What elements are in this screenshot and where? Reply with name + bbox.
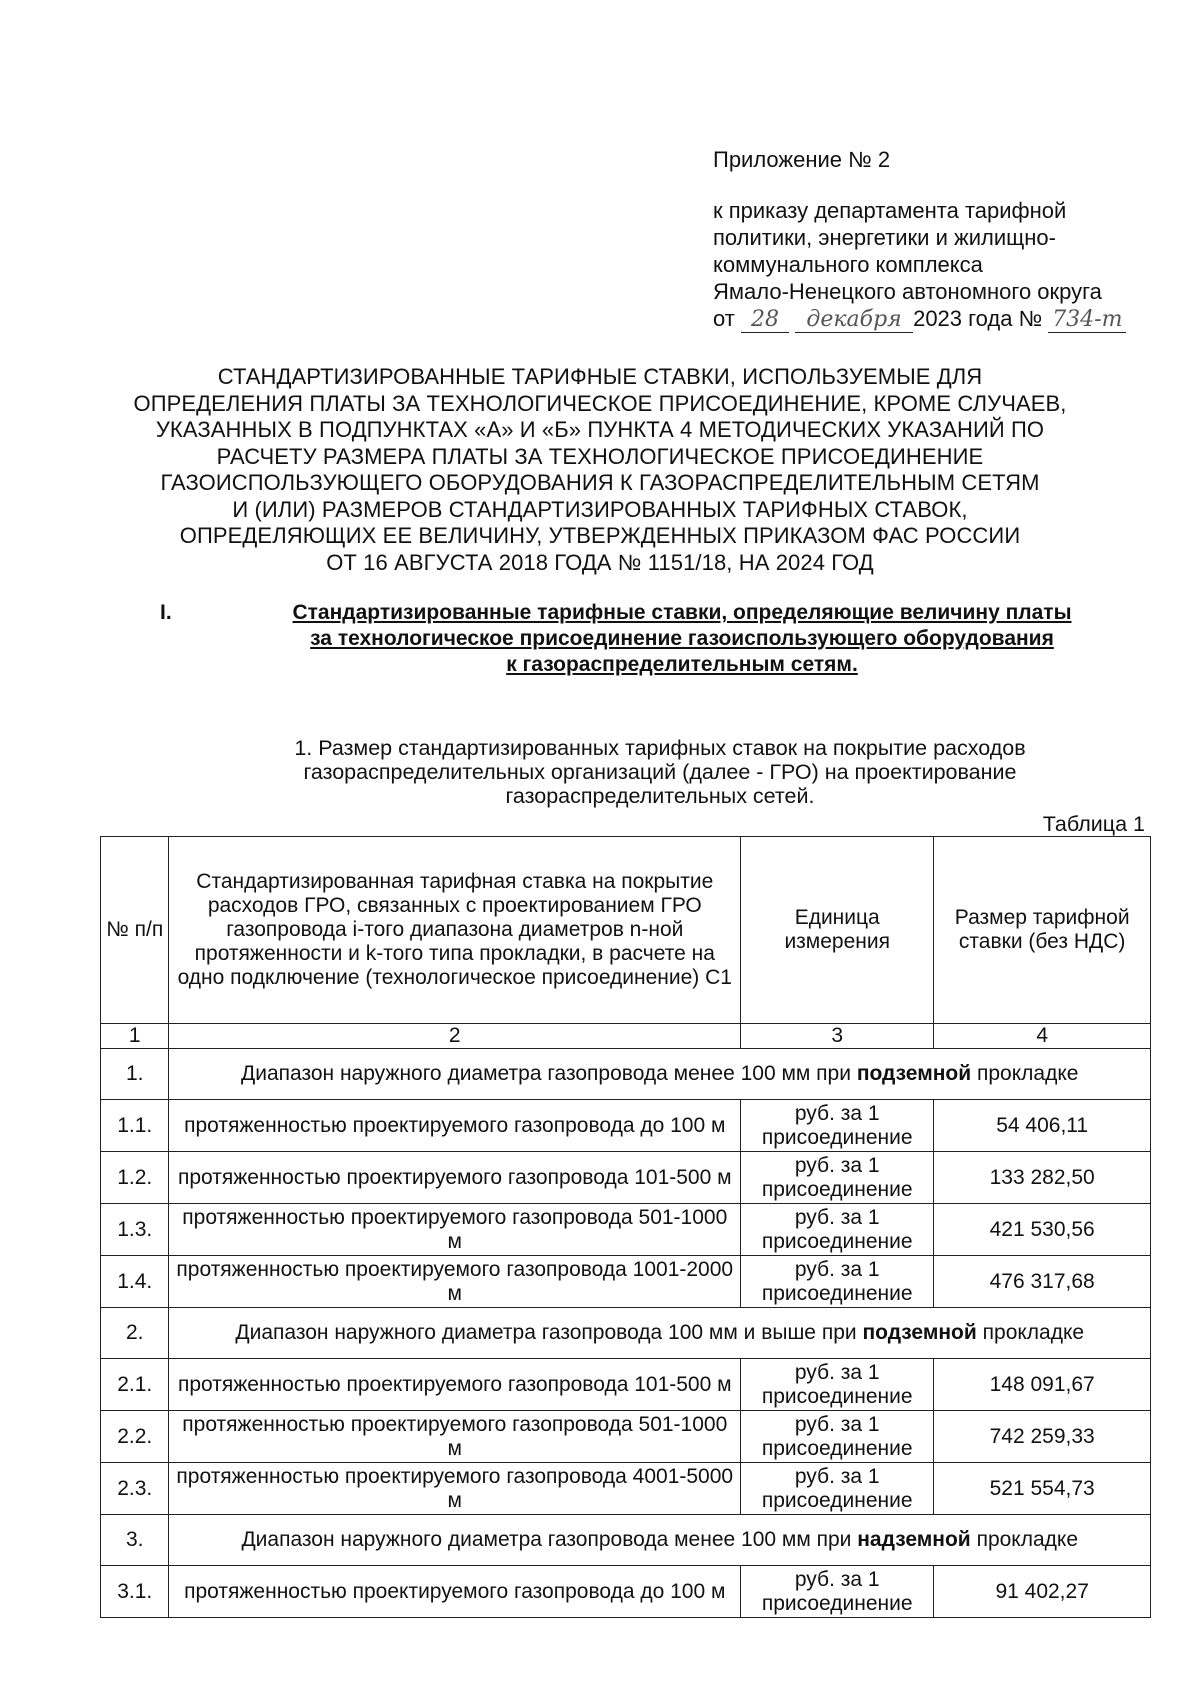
group-number: 3.	[101, 1515, 169, 1566]
table-row	[101, 1256, 1151, 1308]
header-rate-value: Размер тарифной ставки (без НДС)	[934, 837, 1151, 1024]
paragraph-line: газораспределительных сетей.	[505, 784, 815, 808]
group-title-prefix: Диапазон наружного диаметра газопровода менее 100 мм при	[241, 1062, 851, 1085]
section-title	[232, 600, 1132, 678]
row-unit: руб. за 1 присоединение	[741, 1256, 934, 1308]
column-number: 2	[169, 1024, 741, 1049]
date-year: 2023 года №	[913, 306, 1043, 331]
appendix-line: коммунального комплекса	[713, 252, 983, 277]
paragraph-1	[230, 736, 1090, 808]
group-title	[169, 1049, 1151, 1100]
table-row	[101, 1204, 1151, 1256]
group-title-laying-type: надземной	[857, 1528, 971, 1551]
group-title-prefix: Диапазон наружного диаметра газопровода 100 мм и выше при	[235, 1321, 857, 1344]
column-number: 3	[741, 1024, 934, 1049]
date-month-handwritten: декабря	[795, 308, 913, 333]
section-title-line: за технологическое присоединение газоиспользующего оборудования	[310, 627, 1054, 650]
section-title-line: Стандартизированные тарифные ставки, определяющие величину платы	[292, 601, 1072, 624]
group-number: 1.	[101, 1049, 169, 1100]
title-line: ГАЗОИСПОЛЬЗУЮЩЕГО ОБОРУДОВАНИЯ К ГАЗОРАСПРЕДЕЛИТЕЛЬНЫМ СЕТЯМ	[160, 470, 1040, 495]
title-line: ОПРЕДЕЛЯЮЩИХ ЕЕ ВЕЛИЧИНУ, УТВЕРЖДЕННЫХ ПРИКАЗОМ ФАС РОССИИ	[179, 523, 1021, 548]
date-prefix: от	[713, 306, 735, 331]
group-title-prefix: Диапазон наружного диаметра газопровода менее 100 мм при	[241, 1528, 852, 1551]
paragraph-line: газораспределительных организаций (далее - ГРО) на проектирование	[303, 760, 1017, 784]
row-unit: руб. за 1 присоединение	[741, 1152, 934, 1204]
group-title-laying-type: подземной	[862, 1321, 977, 1344]
row-rate-value: 521 554,73	[934, 1463, 1151, 1515]
row-rate-value: 148 091,67	[934, 1359, 1151, 1411]
row-rate-value: 54 406,11	[934, 1100, 1151, 1152]
header-number: № п/п	[101, 837, 169, 1024]
row-rate-value: 91 402,27	[934, 1566, 1151, 1618]
row-description: протяженностью проектируемого газопровода 501-1000 м	[169, 1411, 741, 1463]
section-title-line: к газораспределительным сетям.	[506, 653, 858, 676]
title-line: ОТ 16 АВГУСТА 2018 ГОДА № 1151/18, НА 2024 ГОД	[326, 549, 874, 575]
group-row	[101, 1049, 1151, 1100]
order-date-line	[713, 305, 1173, 333]
group-title	[169, 1308, 1151, 1359]
appendix-block	[713, 146, 1173, 333]
row-number: 2.2.	[101, 1411, 169, 1463]
row-number: 1.1.	[101, 1100, 169, 1152]
row-rate-value: 133 282,50	[934, 1152, 1151, 1204]
row-description: протяженностью проектируемого газопровода 4001-5000 м	[169, 1463, 741, 1515]
row-unit: руб. за 1 присоединение	[741, 1204, 934, 1256]
appendix-line: к приказу департамента тарифной	[713, 198, 1067, 223]
paragraph-line: 1. Размер стандартизированных тарифных ставок на покрытие расходов	[294, 736, 1026, 760]
table-row	[101, 1411, 1151, 1463]
group-number: 2.	[101, 1308, 169, 1359]
table-header-row	[101, 837, 1151, 1024]
title-line: И (ИЛИ) РАЗМЕРОВ СТАНДАРТИЗИРОВАННЫХ ТАРИФНЫХ СТАВОК,	[232, 496, 968, 522]
group-title-suffix: прокладке	[976, 1528, 1079, 1551]
row-description: протяженностью проектируемого газопровода 1001-2000 м	[169, 1256, 741, 1308]
table-row	[101, 1100, 1151, 1152]
tariff-rates-table	[100, 836, 1151, 1618]
table-row	[101, 1152, 1151, 1204]
row-description: протяженностью проектируемого газопровода 101-500 м	[169, 1359, 741, 1411]
group-title-suffix: прокладке	[977, 1062, 1079, 1085]
row-number: 2.3.	[101, 1463, 169, 1515]
row-number: 2.1.	[101, 1359, 169, 1411]
row-unit: руб. за 1 присоединение	[741, 1411, 934, 1463]
appendix-number: Приложение № 2	[713, 147, 891, 172]
title-line: УКАЗАННЫХ В ПОДПУНКТАХ «А» И «Б» ПУНКТА 4 МЕТОДИЧЕСКИХ УКАЗАНИЙ ПО	[155, 417, 1045, 442]
header-rate-description: Стандартизированная тарифная ставка на покрытие расходов ГРО, связанных с проектированием ГРО газопровода i-того диапазона диаметров n-ной протяженности и k-того типа прокладки, в расчете на одно подключение (технологическое присоединение) С1	[169, 837, 741, 1024]
table-row	[101, 1463, 1151, 1515]
row-description: протяженностью проектируемого газопровода до 100 м	[169, 1566, 741, 1618]
row-unit: руб. за 1 присоединение	[741, 1463, 934, 1515]
row-rate-value: 742 259,33	[934, 1411, 1151, 1463]
column-number: 1	[101, 1024, 169, 1049]
row-number: 1.3.	[101, 1204, 169, 1256]
row-rate-value: 421 530,56	[934, 1204, 1151, 1256]
row-number: 3.1.	[101, 1566, 169, 1618]
group-row	[101, 1515, 1151, 1566]
table-label: Таблица 1	[1042, 812, 1145, 836]
row-number: 1.4.	[101, 1256, 169, 1308]
title-line: ОПРЕДЕЛЕНИЯ ПЛАТЫ ЗА ТЕХНОЛОГИЧЕСКОЕ ПРИСОЕДИНЕНИЕ, КРОМЕ СЛУЧАЕВ,	[133, 390, 1067, 416]
row-unit: руб. за 1 присоединение	[741, 1566, 934, 1618]
column-number: 4	[934, 1024, 1151, 1049]
row-unit: руб. за 1 присоединение	[741, 1359, 934, 1411]
row-description: протяженностью проектируемого газопровода 501-1000 м	[169, 1204, 741, 1256]
group-title-suffix: прокладке	[982, 1321, 1085, 1344]
group-title-laying-type: подземной	[856, 1062, 972, 1085]
title-line: РАСЧЕТУ РАЗМЕРА ПЛАТЫ ЗА ТЕХНОЛОГИЧЕСКОЕ ПРИСОЕДИНЕНИЕ	[216, 443, 984, 469]
appendix-line: Ямало-Ненецкого автономного округа	[713, 279, 1102, 304]
row-rate-value: 476 317,68	[934, 1256, 1151, 1308]
date-day-handwritten: 28	[741, 308, 789, 333]
header-unit: Единица измерения	[741, 837, 934, 1024]
table-row	[101, 1359, 1151, 1411]
row-description: протяженностью проектируемого газопровода 101-500 м	[169, 1152, 741, 1204]
section-number: I.	[160, 601, 172, 624]
title-line: СТАНДАРТИЗИРОВАННЫЕ ТАРИФНЫЕ СТАВКИ, ИСПОЛЬЗУЕМЫЕ ДЛЯ	[217, 364, 983, 389]
row-number: 1.2.	[101, 1152, 169, 1204]
group-row	[101, 1308, 1151, 1359]
row-description: протяженностью проектируемого газопровода до 100 м	[169, 1100, 741, 1152]
document-title	[60, 364, 1140, 576]
appendix-line: политики, энергетики и жилищно-	[713, 225, 1056, 250]
table-row	[101, 1566, 1151, 1618]
row-unit: руб. за 1 присоединение	[741, 1100, 934, 1152]
group-title	[169, 1515, 1151, 1566]
order-number-handwritten: 734-т	[1048, 308, 1126, 333]
column-numbers-row	[101, 1024, 1151, 1049]
